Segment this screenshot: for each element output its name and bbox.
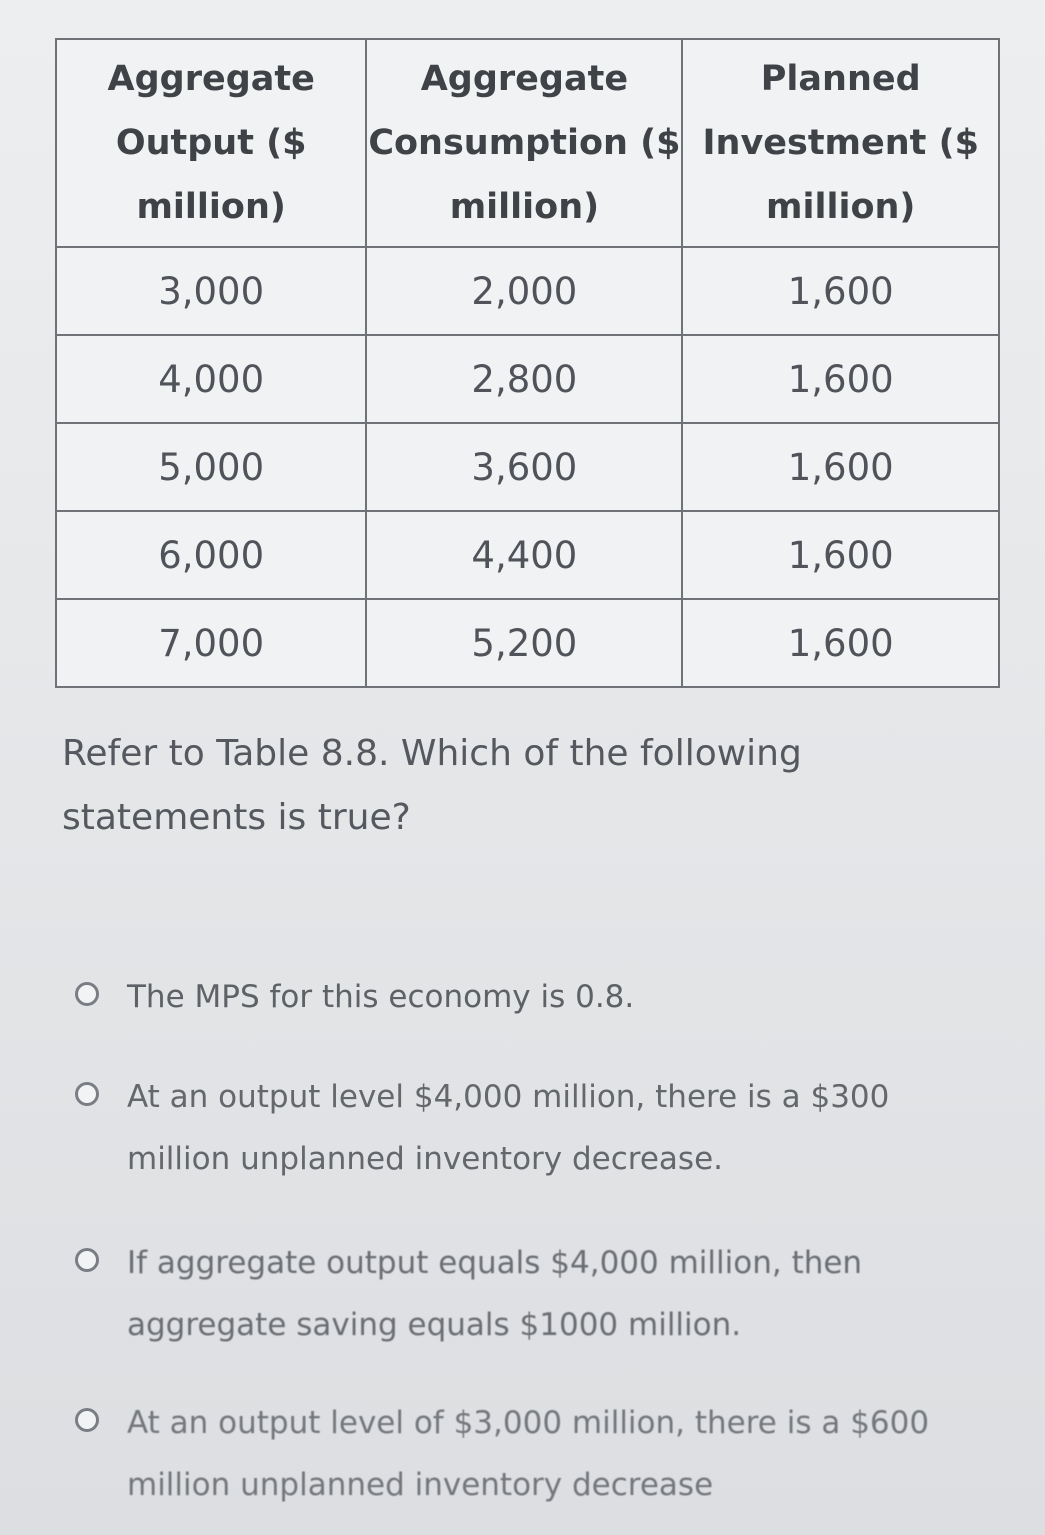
cell-investment: 1,600 — [682, 335, 999, 423]
cell-consumption: 4,400 — [366, 511, 682, 599]
header-aggregate-consumption: Aggregate Consumption ($ million) — [366, 39, 682, 247]
cell-output: 7,000 — [56, 599, 366, 687]
cell-consumption: 5,200 — [366, 599, 682, 687]
answer-option[interactable] — [75, 966, 975, 1028]
table-row — [56, 423, 999, 511]
table-row — [56, 511, 999, 599]
cell-output: 4,000 — [56, 335, 366, 423]
radio-button[interactable] — [75, 1248, 99, 1272]
radio-button[interactable] — [75, 1082, 99, 1106]
table-row — [56, 335, 999, 423]
table-row — [56, 599, 999, 687]
cell-investment: 1,600 — [682, 511, 999, 599]
radio-button[interactable] — [75, 1408, 99, 1432]
answer-option-label[interactable]: At an output level $4,000 million, there is a $300 million unplanned inventory decrease. — [127, 1079, 890, 1177]
radio-button[interactable] — [75, 982, 99, 1006]
cell-investment: 1,600 — [682, 599, 999, 687]
cell-consumption: 2,000 — [366, 247, 682, 335]
answer-option-label[interactable]: At an output level of $3,000 million, there is a $600 million unplanned inventory decrease — [127, 1405, 930, 1503]
answer-option-label[interactable]: If aggregate output equals $4,000 million, then aggregate saving equals $1000 million. — [127, 1245, 863, 1343]
cell-output: 5,000 — [56, 423, 366, 511]
header-aggregate-output: Aggregate Output ($ million) — [56, 39, 366, 247]
cell-investment: 1,600 — [682, 423, 999, 511]
answer-option[interactable] — [75, 1232, 975, 1356]
data-table — [55, 38, 1000, 688]
header-planned-investment: Planned Investment ($ million) — [682, 39, 999, 247]
cell-output: 6,000 — [56, 511, 366, 599]
cell-output: 3,000 — [56, 247, 366, 335]
answer-option-label[interactable]: The MPS for this economy is 0.8. — [127, 979, 635, 1015]
question-text: Refer to Table 8.8. Which of the following statements is true? — [62, 733, 802, 838]
cell-consumption: 2,800 — [366, 335, 682, 423]
cell-investment: 1,600 — [682, 247, 999, 335]
answer-option[interactable] — [75, 1066, 975, 1190]
cell-consumption: 3,600 — [366, 423, 682, 511]
table-row — [56, 247, 999, 335]
table-header-row — [56, 39, 999, 247]
answer-option[interactable] — [75, 1392, 975, 1516]
